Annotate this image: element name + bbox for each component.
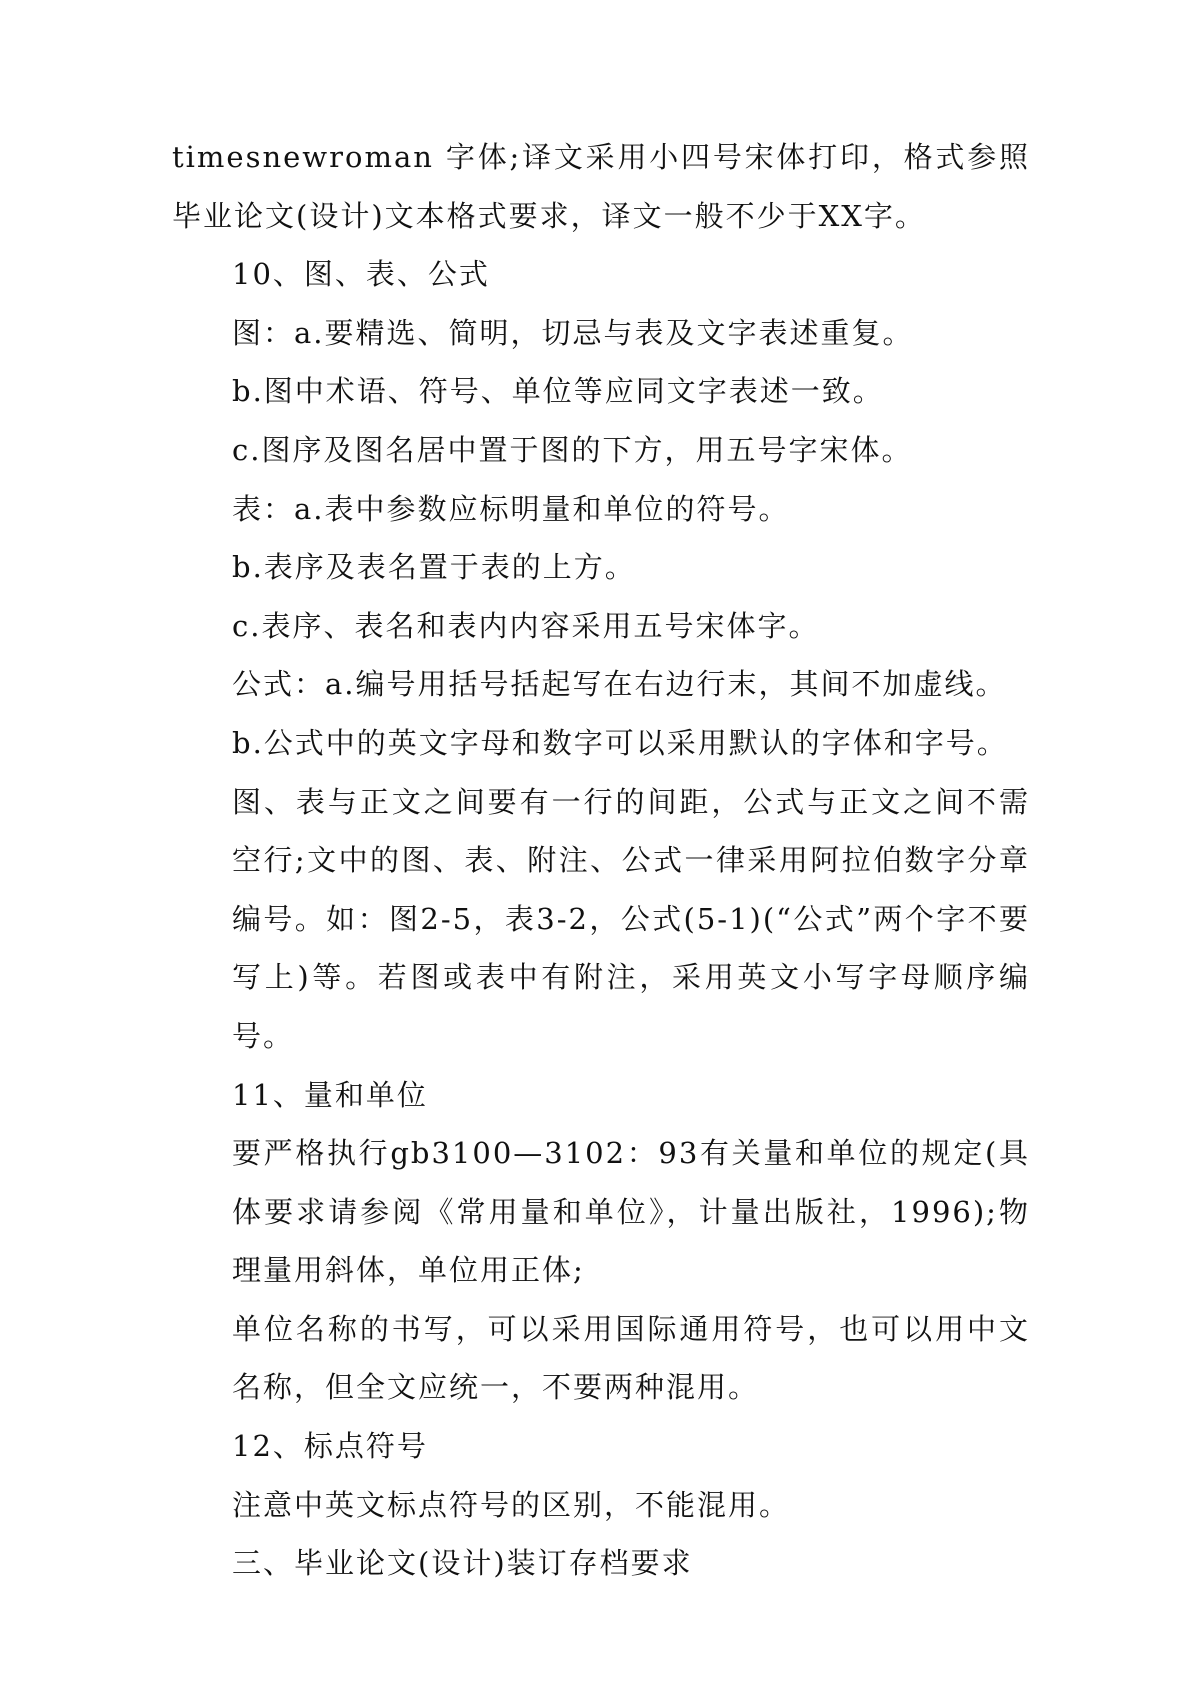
rule-figure-a: 图：a.要精选、简明，切忌与表及文字表述重复。: [232, 315, 914, 350]
heading-quantities-units: 11、量和单位: [232, 1077, 428, 1112]
document-body: [172, 128, 1030, 1593]
rule-formula-b: b.公式中的英文字母和数字可以采用默认的字体和字号。: [232, 725, 1008, 760]
rule-table-c: c.表序、表名和表内内容采用五号宋体字。: [232, 608, 820, 643]
rule-formula-a: 公式：a.编号用括号括起写在右边行末，其间不加虚线。: [232, 667, 1007, 702]
paragraph-punctuation: 注意中英文标点符号的区别，不能混用。: [232, 1487, 791, 1522]
heading-figures-tables-formulas: 10、图、表、公式: [232, 257, 490, 292]
paragraph-spacing-numbering: 图、表与正文之间要有一行的间距，公式与正文之间不需空行;文中的图、表、附注、公式一律采用阿拉伯数字分章编号。如：图2-5，表3-2，公式(5-1)(“公式”两个字不要写上)等。若图或表中有附注，采用英文小写字母顺序编号。: [232, 784, 1030, 1053]
heading-punctuation: 12、标点符号: [232, 1429, 428, 1464]
rule-figure-c: c.图序及图名居中置于图的下方，用五号字宋体。: [232, 432, 913, 467]
paragraph-translation-format: timesnewroman 字体;译文采用小四号宋体打印，格式参照毕业论文(设计)文本格式要求，译文一般不少于XX字。: [172, 140, 1030, 233]
paragraph-unit-names: 单位名称的书写，可以采用国际通用符号，也可以用中文名称，但全文应统一，不要两种混用。: [232, 1311, 1030, 1405]
rule-table-a: 表：a.表中参数应标明量和单位的符号。: [232, 491, 790, 526]
rule-figure-b: b.图中术语、符号、单位等应同文字表述一致。: [232, 374, 884, 409]
rule-table-b: b.表序及表名置于表的上方。: [232, 550, 636, 585]
heading-binding-archiving: 三、毕业论文(设计)装订存档要求: [232, 1546, 693, 1581]
paragraph-gb-standard: 要严格执行gb3100—3102：93有关量和单位的规定(具体要求请参阅《常用量和单位》，计量出版社，1996);物理量用斜体，单位用正体;: [232, 1136, 1030, 1288]
